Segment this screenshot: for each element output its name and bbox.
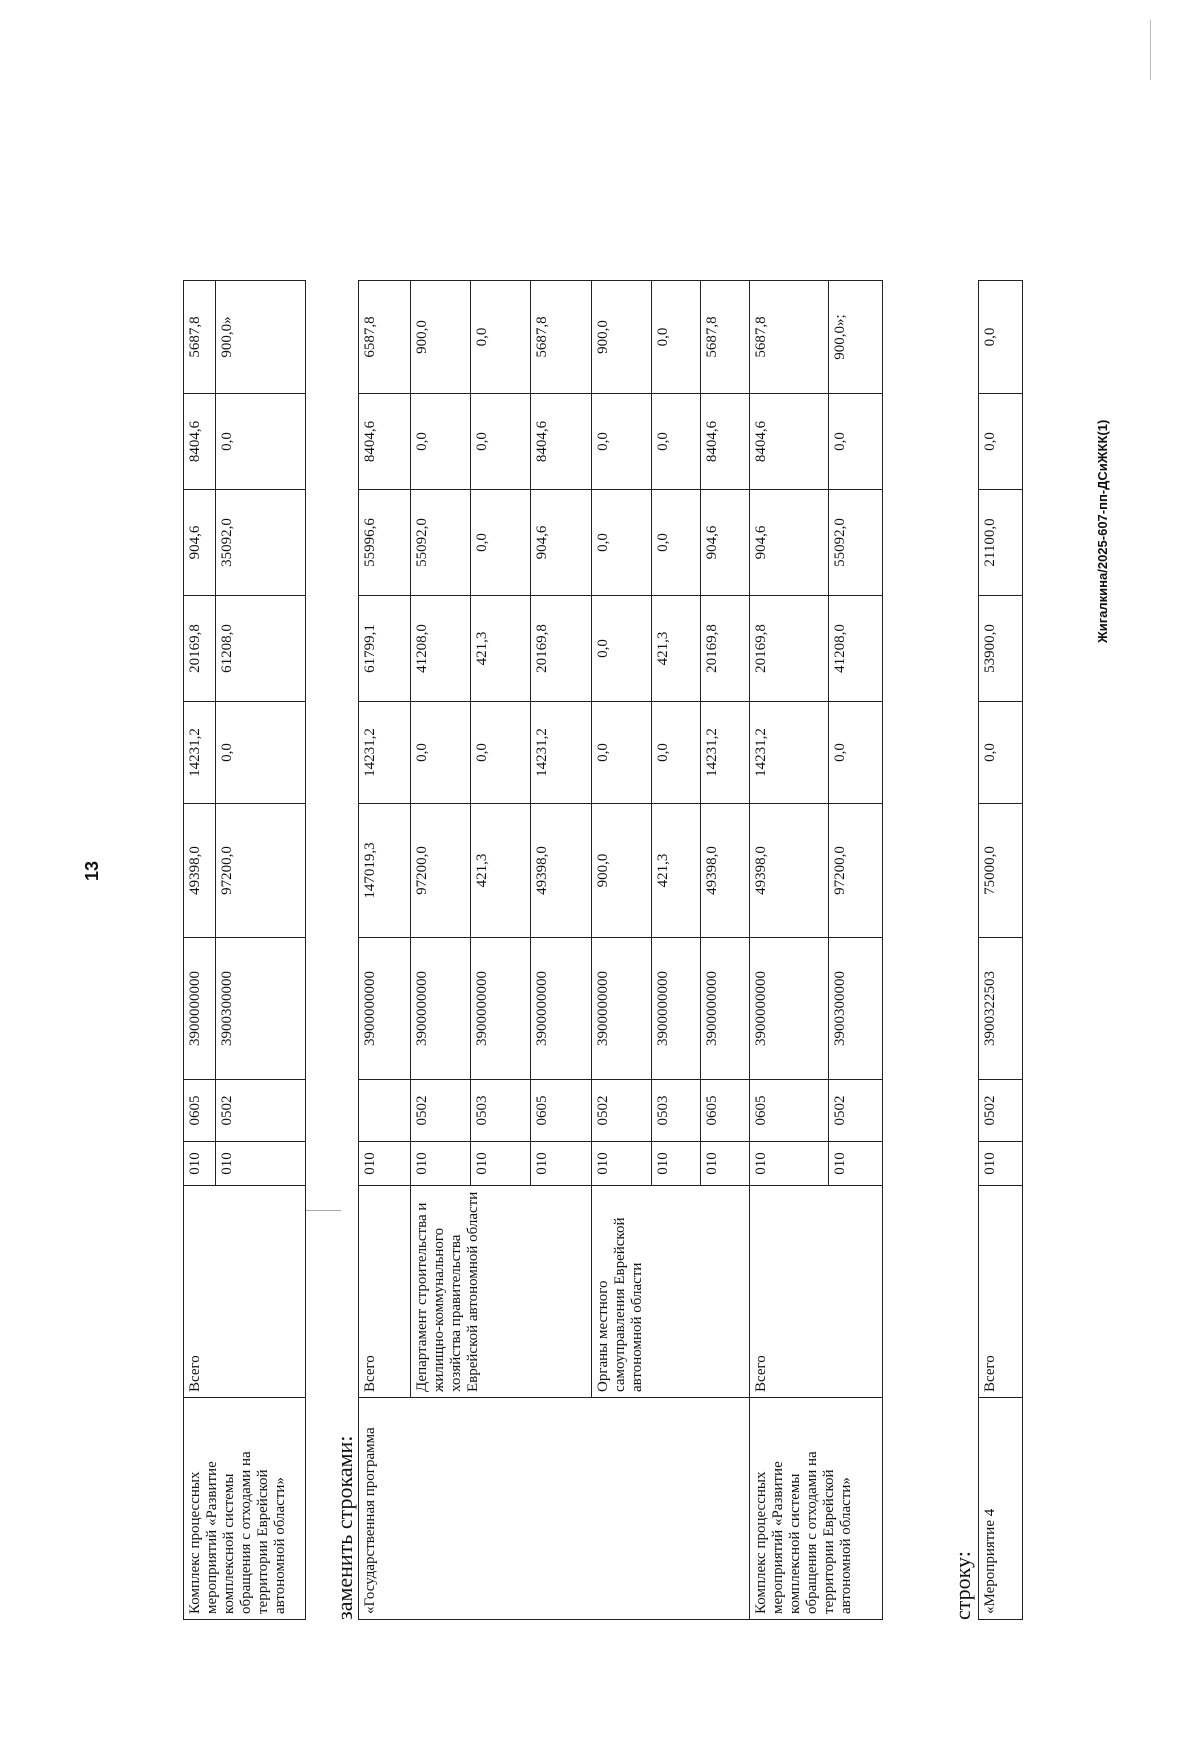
value-cell: 0,0 [652,490,701,596]
row-header-cell: «Мероприятие 4 [979,1398,1023,1620]
value-cell: 0,0 [592,394,652,490]
grbs-cell: 010 [979,1142,1023,1186]
csr-cell: 3900000000 [592,938,652,1080]
total-cell: 147019,3 [359,804,411,938]
value-cell: 8404,6 [359,394,411,490]
value-cell: 0,0 [216,702,306,804]
total-cell: 49398,0 [701,804,750,938]
grbs-cell: 010 [701,1142,750,1186]
value-cell: 20169,8 [750,596,829,702]
budget-table-top [183,280,306,1620]
value-cell: 900,0 [411,281,471,394]
value-cell: 35092,0 [216,490,306,596]
row-header-cell: «Государственная программа [359,1398,750,1620]
total-cell: 900,0 [592,804,652,938]
value-cell: 900,0» [216,281,306,394]
value-cell: 0,0 [652,281,701,394]
value-cell: 904,6 [750,490,829,596]
value-cell: 53900,0 [979,596,1023,702]
grbs-cell: 010 [471,1142,531,1186]
rzpr-cell: 0502 [829,1080,883,1142]
value-cell: 0,0 [216,394,306,490]
document-code: Жигалкина/2025-607-пп-ДСиЖКК(1) [1095,419,1110,643]
value-cell: 0,0 [652,702,701,804]
value-cell: 0,0 [979,394,1023,490]
value-cell: 41208,0 [829,596,883,702]
value-cell: 900,0»; [829,281,883,394]
rzpr-cell: 0605 [701,1080,750,1142]
value-cell: 21100,0 [979,490,1023,596]
value-cell: 0,0 [829,702,883,804]
value-cell: 14231,2 [359,702,411,804]
table-row [184,281,216,1620]
value-cell: 20169,8 [184,596,216,702]
grbs-cell: 010 [750,1142,829,1186]
csr-cell: 3900300000 [829,938,883,1080]
value-cell: 14231,2 [750,702,829,804]
executor-cell: Департамент строительства и жилищно-коммунального хозяйства правительства Еврейской автономной области [411,1186,592,1398]
grbs-cell: 010 [411,1142,471,1186]
value-cell: 55092,0 [411,490,471,596]
total-cell: 421,3 [471,804,531,938]
value-cell: 0,0 [471,281,531,394]
value-cell: 8404,6 [701,394,750,490]
value-cell: 0,0 [829,394,883,490]
value-cell: 55092,0 [829,490,883,596]
rzpr-cell: 0502 [216,1080,306,1142]
table-row [359,281,411,1620]
value-cell: 8404,6 [750,394,829,490]
value-cell: 5687,8 [701,281,750,394]
total-cell: 49398,0 [531,804,592,938]
value-cell: 55996,6 [359,490,411,596]
value-cell: 0,0 [979,702,1023,804]
grbs-cell: 010 [652,1142,701,1186]
grbs-cell: 010 [592,1142,652,1186]
executor-cell: Органы местного самоуправления Еврейской автономной области [592,1186,750,1398]
value-cell: 421,3 [471,596,531,702]
value-cell: 61208,0 [216,596,306,702]
total-cell: 49398,0 [750,804,829,938]
total-cell: 97200,0 [829,804,883,938]
budget-table-bottom [978,280,1023,1620]
rzpr-cell: 0605 [750,1080,829,1142]
grbs-cell: 010 [216,1142,306,1186]
rzpr-cell: 0502 [411,1080,471,1142]
grbs-cell: 010 [829,1142,883,1186]
value-cell: 904,6 [701,490,750,596]
value-cell: 0,0 [979,281,1023,394]
value-cell: 20169,8 [531,596,592,702]
grbs-cell: 010 [359,1142,411,1186]
csr-cell: 3900000000 [471,938,531,1080]
rzpr-cell [359,1080,411,1142]
total-cell: 49398,0 [184,804,216,938]
value-cell: 0,0 [471,394,531,490]
value-cell: 61799,1 [359,596,411,702]
csr-cell: 3900322503 [979,938,1023,1080]
value-cell: 904,6 [184,490,216,596]
csr-cell: 3900000000 [184,938,216,1080]
value-cell: 0,0 [411,702,471,804]
csr-cell: 3900000000 [701,938,750,1080]
value-cell: 900,0 [592,281,652,394]
rzpr-cell: 0502 [592,1080,652,1142]
csr-cell: 3900000000 [359,938,411,1080]
value-cell: 5687,8 [184,281,216,394]
total-cell: 97200,0 [216,804,306,938]
csr-cell: 3900000000 [652,938,701,1080]
value-cell: 5687,8 [750,281,829,394]
value-cell: 0,0 [471,702,531,804]
total-cell: 97200,0 [411,804,471,938]
row-header-cell: Комплекс процессных мероприятий «Развитие комплексной системы обращения с отходами на территории Еврейской автономной области» [184,1398,306,1620]
value-cell: 0,0 [592,490,652,596]
value-cell: 14231,2 [184,702,216,804]
rzpr-cell: 0502 [979,1080,1023,1142]
page-number: 13 [82,860,102,881]
total-cell: 421,3 [652,804,701,938]
value-cell: 0,0 [592,702,652,804]
value-cell: 8404,6 [531,394,592,490]
table-row [750,281,829,1620]
executor-cell: Всего [750,1186,883,1398]
value-cell: 0,0 [652,394,701,490]
value-cell: 0,0 [592,596,652,702]
budget-table-replacement [358,280,883,1620]
grbs-cell: 010 [531,1142,592,1186]
value-cell: 5687,8 [531,281,592,394]
value-cell: 904,6 [531,490,592,596]
csr-cell: 3900000000 [531,938,592,1080]
value-cell: 20169,8 [701,596,750,702]
table-row [979,281,1023,1620]
value-cell: 8404,6 [184,394,216,490]
rzpr-cell: 0503 [471,1080,531,1142]
rzpr-cell: 0605 [531,1080,592,1142]
total-cell: 75000,0 [979,804,1023,938]
executor-cell: Всего [979,1186,1023,1398]
value-cell: 41208,0 [411,596,471,702]
value-cell: 6587,8 [359,281,411,394]
csr-cell: 3900000000 [411,938,471,1080]
value-cell: 0,0 [471,490,531,596]
value-cell: 421,3 [652,596,701,702]
value-cell: 14231,2 [531,702,592,804]
value-cell: 0,0 [411,394,471,490]
replace-rows-label: заменить строками: [332,1435,357,1620]
row-header-cell: Комплекс процессных мероприятий «Развитие комплексной системы обращения с отходами на территории Еврейской автономной области» [750,1398,883,1620]
executor-cell: Всего [359,1186,411,1398]
rzpr-cell: 0503 [652,1080,701,1142]
csr-cell: 3900000000 [750,938,829,1080]
row-label: строку: [950,1551,975,1620]
csr-cell: 3900300000 [216,938,306,1080]
rzpr-cell: 0605 [184,1080,216,1142]
grbs-cell: 010 [184,1142,216,1186]
executor-cell: Всего [184,1186,306,1398]
value-cell: 14231,2 [701,702,750,804]
